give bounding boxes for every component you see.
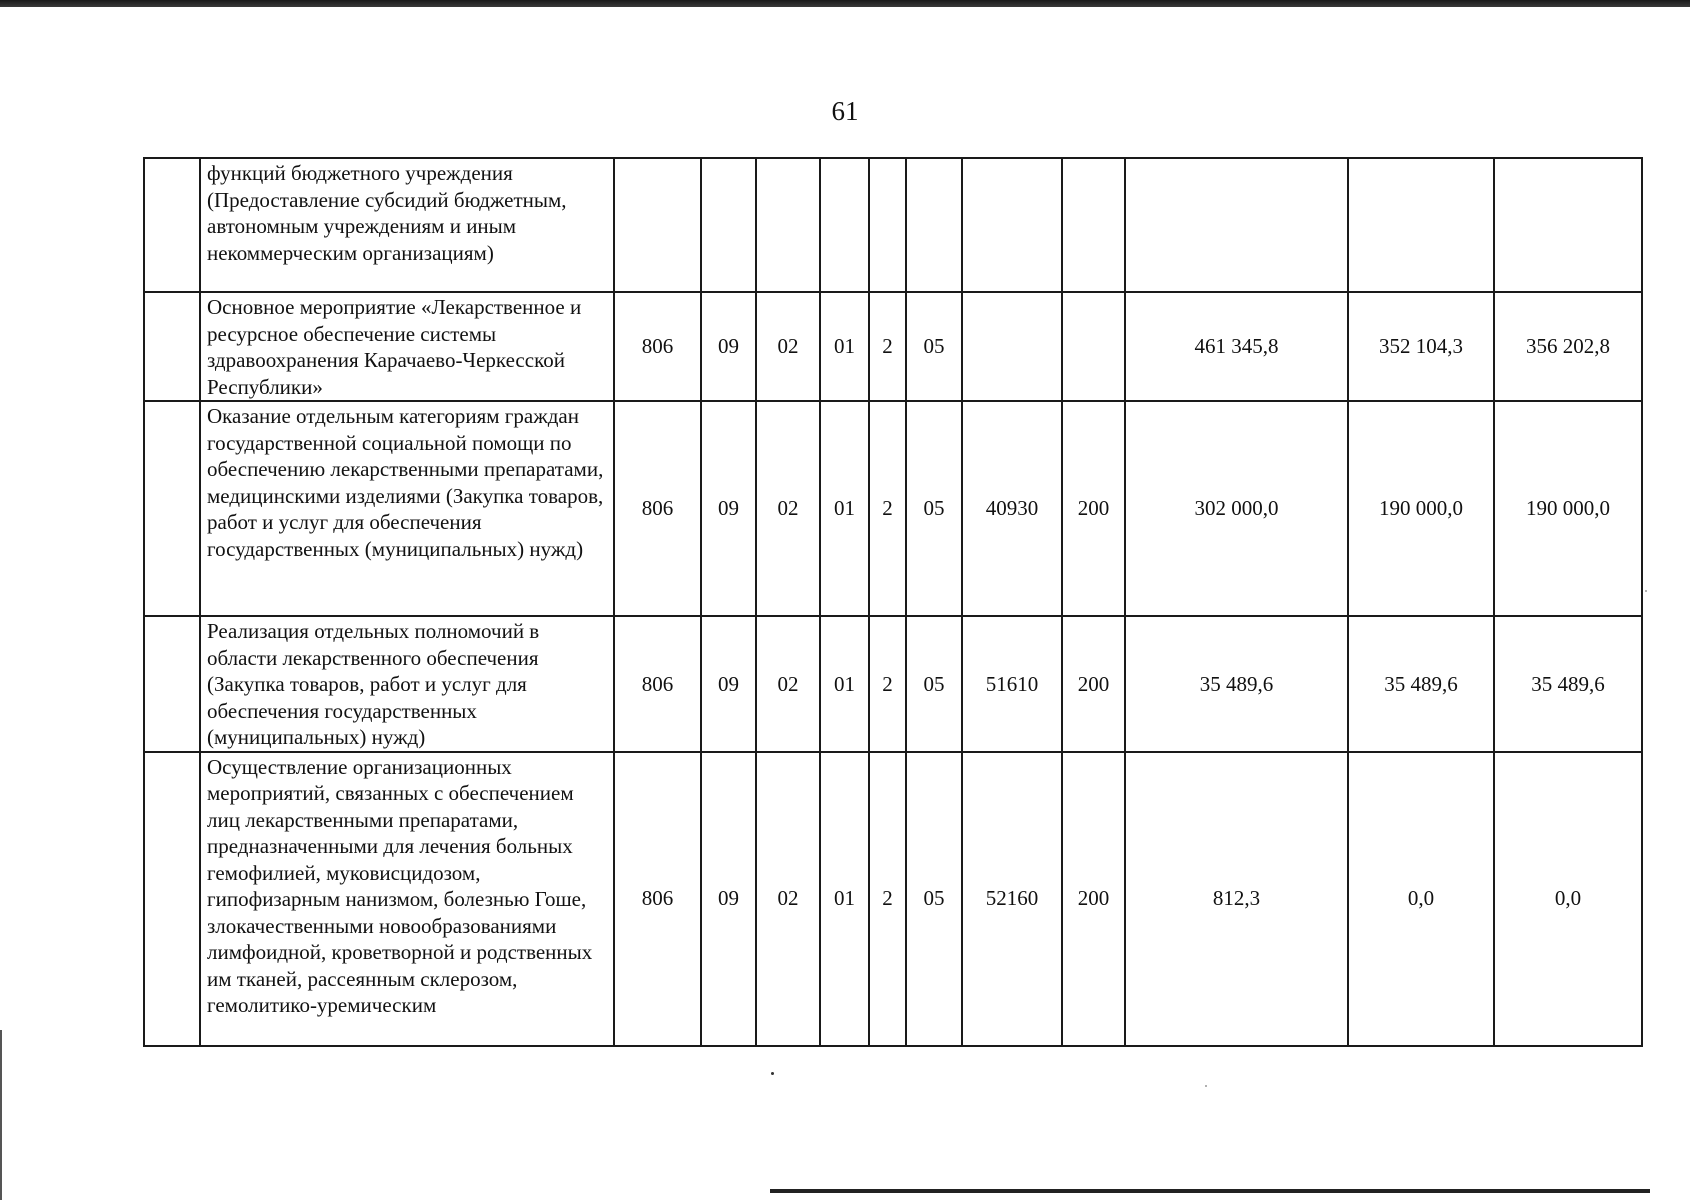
row-number-cell (144, 292, 200, 401)
amount-2-cell: 0,0 (1348, 752, 1494, 1046)
amount-1-cell: 302 000,0 (1125, 401, 1348, 616)
amount-1-cell (1125, 158, 1348, 292)
program-code-cell (820, 158, 869, 292)
scan-speck (1205, 1085, 1207, 1087)
description-cell: Оказание отдельным категориям граждан государственной социальной помощи по обеспечению лекарственными препаратами, медицинскими изделиями (Закупка товаров, работ и услуг для обеспечения государственных (муниципальных) нужд) (200, 401, 614, 616)
ministry-code-cell: 806 (614, 616, 701, 752)
main-event-code-cell: 05 (906, 292, 962, 401)
ministry-code-cell: 806 (614, 292, 701, 401)
amount-3-cell: 190 000,0 (1494, 401, 1642, 616)
subprogram-code-cell: 2 (869, 616, 906, 752)
direction-code-cell (962, 158, 1062, 292)
expense-type-cell: 200 (1062, 752, 1125, 1046)
section-code-cell (701, 158, 756, 292)
expense-type-cell: 200 (1062, 616, 1125, 752)
subsection-code-cell: 02 (756, 616, 820, 752)
subprogram-code-cell (869, 158, 906, 292)
amount-3-cell (1494, 158, 1642, 292)
section-code-cell: 09 (701, 401, 756, 616)
amount-3-cell: 356 202,8 (1494, 292, 1642, 401)
amount-2-cell: 352 104,3 (1348, 292, 1494, 401)
scan-speck (771, 1072, 774, 1075)
row-number-cell (144, 752, 200, 1046)
direction-code-cell: 40930 (962, 401, 1062, 616)
section-code-cell: 09 (701, 616, 756, 752)
scan-edge-mark (770, 1189, 1650, 1193)
expense-type-cell: 200 (1062, 401, 1125, 616)
direction-code-cell: 52160 (962, 752, 1062, 1046)
amount-3-cell: 0,0 (1494, 752, 1642, 1046)
main-event-code-cell: 05 (906, 401, 962, 616)
description-cell: Реализация отдельных полномочий в области лекарственного обеспечения (Закупка товаров, работ и услуг для обеспечения государственных (муниципальных) нужд) (200, 616, 614, 752)
program-code-cell: 01 (820, 292, 869, 401)
program-code-cell: 01 (820, 401, 869, 616)
table-row (144, 401, 1642, 616)
ministry-code-cell: 806 (614, 752, 701, 1046)
main-event-code-cell: 05 (906, 752, 962, 1046)
subprogram-code-cell: 2 (869, 292, 906, 401)
direction-code-cell (962, 292, 1062, 401)
amount-3-cell: 35 489,6 (1494, 616, 1642, 752)
section-code-cell: 09 (701, 292, 756, 401)
amount-1-cell: 35 489,6 (1125, 616, 1348, 752)
budget-table (143, 157, 1643, 1047)
main-event-code-cell: 05 (906, 616, 962, 752)
scan-edge-mark (0, 1030, 2, 1200)
row-number-cell (144, 158, 200, 292)
description-cell: Основное мероприятие «Лекарственное и ресурсное обеспечение системы здравоохранения Карачаево-Черкесской Республики» (200, 292, 614, 401)
subsection-code-cell: 02 (756, 401, 820, 616)
table-row (144, 158, 1642, 292)
ministry-code-cell (614, 158, 701, 292)
expense-type-cell (1062, 158, 1125, 292)
table-row (144, 292, 1642, 401)
description-cell: Осуществление организационных мероприятий, связанных с обеспечением лиц лекарственными препаратами, предназначенными для лечения больных гемофилией, муковисцидозом, гипофизарным нанизмом, болезнью Гоше, злокачественными новообразованиями лимфоидной, кроветворной и родственных им тканей, рассеянным склерозом, гемолитико-уремическим (200, 752, 614, 1046)
amount-1-cell: 461 345,8 (1125, 292, 1348, 401)
subsection-code-cell (756, 158, 820, 292)
subprogram-code-cell: 2 (869, 752, 906, 1046)
table-row (144, 752, 1642, 1046)
row-number-cell (144, 616, 200, 752)
program-code-cell: 01 (820, 752, 869, 1046)
direction-code-cell: 51610 (962, 616, 1062, 752)
subsection-code-cell: 02 (756, 752, 820, 1046)
subsection-code-cell: 02 (756, 292, 820, 401)
row-number-cell (144, 401, 200, 616)
subprogram-code-cell: 2 (869, 401, 906, 616)
amount-2-cell (1348, 158, 1494, 292)
expense-type-cell (1062, 292, 1125, 401)
table-row (144, 616, 1642, 752)
main-event-code-cell (906, 158, 962, 292)
amount-2-cell: 190 000,0 (1348, 401, 1494, 616)
page-number: 61 (831, 96, 859, 126)
scan-top-border (0, 0, 1690, 7)
scan-speck (1645, 590, 1647, 592)
ministry-code-cell: 806 (614, 401, 701, 616)
program-code-cell: 01 (820, 616, 869, 752)
section-code-cell: 09 (701, 752, 756, 1046)
amount-2-cell: 35 489,6 (1348, 616, 1494, 752)
amount-1-cell: 812,3 (1125, 752, 1348, 1046)
description-cell: функций бюджетного учреждения (Предоставление субсидий бюджетным, автономным учреждениям и иным некоммерческим организациям) (200, 158, 614, 292)
